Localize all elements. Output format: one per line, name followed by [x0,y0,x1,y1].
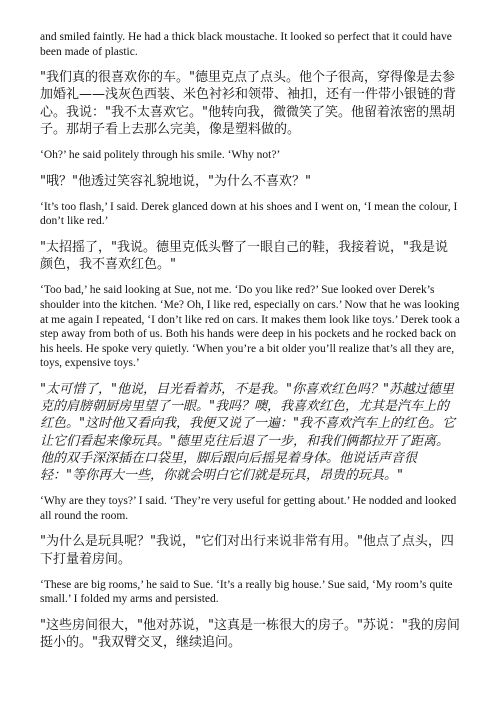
paragraph-chinese: "太招摇了，"我说。德里克低头瞥了一眼自己的鞋，我接着说，"我是说颜色，我不喜欢红色。" [40,239,448,273]
paragraph-chinese-italic: "太可惜了，"他说，目光看着苏，不是我。"你喜欢红色吗？"苏越过德里克的肩膀朝厨房里望了一眼。"我吗？噢，我喜欢红色，尤其是汽车上的红色。"这时他又看向我，我便又说了一遍："我不喜欢汽车上的红色。它让它们看起来像玩具。"德里克往后退了一步，和我们俩都拉开了距离。他的双手深深插在口袋里，脚后跟向后摇晃着身体。他说话声音很轻："等你再大一些，你就会明白它们就是玩具，昂贵的玩具。" [40,381,455,483]
paragraph-chinese: "为什么是玩具呢？"我说，"它们对出行来说非常有用。"他点了点头，四下打量着房间。 [40,534,454,567]
paragraph-english: and smiled faintly. He had a thick black moustache. It looked so perfect that it could have been made of plastic. [40,31,452,58]
paragraph-english: ‘Oh?’ he said politely through his smile. ‘Why not?’ [40,149,281,161]
paragraph-english: ‘These are big rooms,’ he said to Sue. ‘It’s a really big house.’ Sue said, ‘My room’s quite small.’ I folded my arms and persisted. [40,578,453,606]
paragraph-chinese: "这些房间很大，"他对苏说，"这真是一栋很大的房子。"苏说："我的房间挺小的。"我双臂交叉，继续追问。 [40,617,460,651]
paragraph-chinese: "我们真的很喜欢你的车。"德里克点了点头。他个子很高，穿得像是去参加婚礼——浅灰色西装、米色衬衫和领带、袖扣，还有一件带小银链的背心。我说："我不太喜欢它。"他转向我，微微笑了笑。他留着浓密的黑胡子。那胡子看上去那么完美，像是塑料做的。 [40,70,457,137]
paragraph-chinese: "哦？"他透过笑容礼貌地说，"为什么不喜欢？" [40,173,311,189]
paragraph-english: ‘Why are they toys?’ I said. ‘They’re very useful for getting about.’ He nodded and looked all round the room. [40,495,457,522]
paragraph-english: ‘Too bad,’ he said looking at Sue, not me. ‘Do you like red?’ Sue looked over Derek’s shoulder into the kitchen. ‘Me? Oh, I like red, especially on cars.’ Now that he was looking at me again I repeated, ‘I don’t like red on cars. It makes them look like toys.’ Derek took a step away from both of us. Both his hands were deep in his pockets and he rocked back on his heels. He spoke very quietly. ‘When you’re a bit older you’ll realize that’s all they are, toys, expensive toys.’ [40,284,460,370]
paragraph-english: ‘It’s too flash,’ I said. Derek glanced down at his shoes and I went on, ‘I mean the colour, I don’t like red.’ [40,200,458,228]
